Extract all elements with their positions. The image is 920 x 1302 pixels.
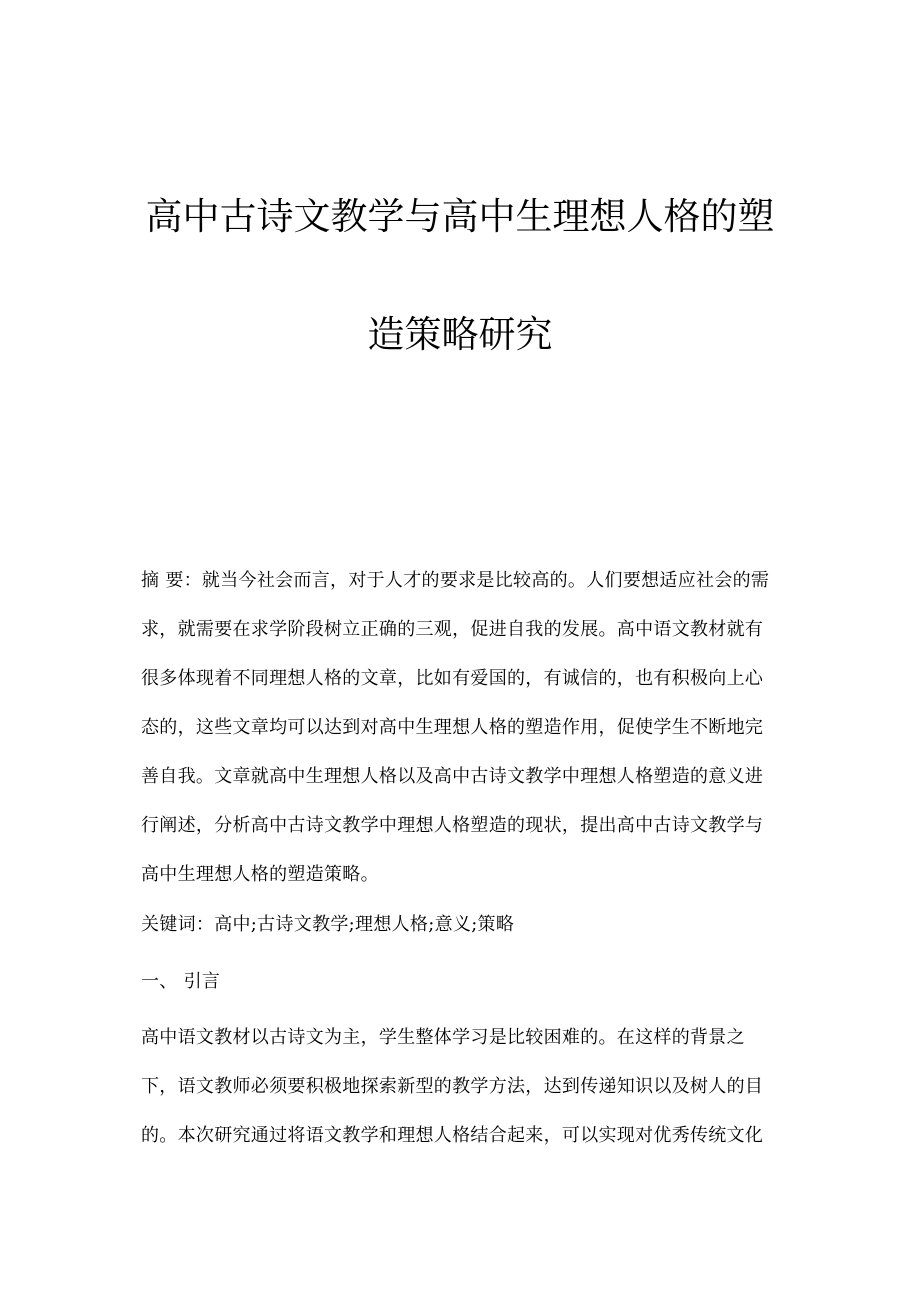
section-heading bbox=[141, 957, 781, 1006]
keywords-line bbox=[141, 900, 781, 949]
abstract-line: 摘 要：就当今社会而言，对于人才的要求是比较高的。人们要想适应社会的需 bbox=[141, 570, 770, 591]
abstract-line: 态的，这些文章均可以达到对高中生理想人格的塑造作用，促使学生不断地完 bbox=[141, 717, 764, 738]
abstract-line: 高中生理想人格的塑造策略。 bbox=[141, 864, 379, 885]
section-heading-text: 一、 引言 bbox=[141, 971, 221, 992]
intro-line: 下，语文教师必须要积极地探索新型的教学方法，达到传递知识以及树人的目 bbox=[141, 1076, 764, 1097]
intro-line: 的。本次研究通过将语文教学和理想人格结合起来，可以实现对优秀传统文化 bbox=[141, 1125, 764, 1146]
document-title-line-2: 造策略研究 bbox=[367, 313, 553, 356]
abstract-line: 求，就需要在求学阶段树立正确的三观，促进自我的发展。高中语文教材就有 bbox=[141, 619, 764, 640]
intro-paragraph bbox=[141, 1013, 781, 1160]
abstract-line: 行阐述，分析高中古诗文教学中理想人格塑造的现状，提出高中古诗文教学与 bbox=[141, 815, 764, 836]
document-title-line-1: 高中古诗文教学与高中生理想人格的塑 bbox=[145, 195, 775, 238]
intro-line: 高中语文教材以古诗文为主，学生整体学习是比较困难的。在这样的背景之 bbox=[141, 1027, 745, 1048]
abstract-paragraph bbox=[141, 556, 781, 899]
abstract-line: 很多体现着不同理想人格的文章，比如有爱国的，有诚信的，也有积极向上心 bbox=[141, 668, 764, 689]
abstract-line: 善自我。文章就高中生理想人格以及高中古诗文教学中理想人格塑造的意义进 bbox=[141, 766, 764, 787]
keywords-text: 关键词：高中;古诗文教学;理想人格;意义;策略 bbox=[141, 914, 515, 935]
